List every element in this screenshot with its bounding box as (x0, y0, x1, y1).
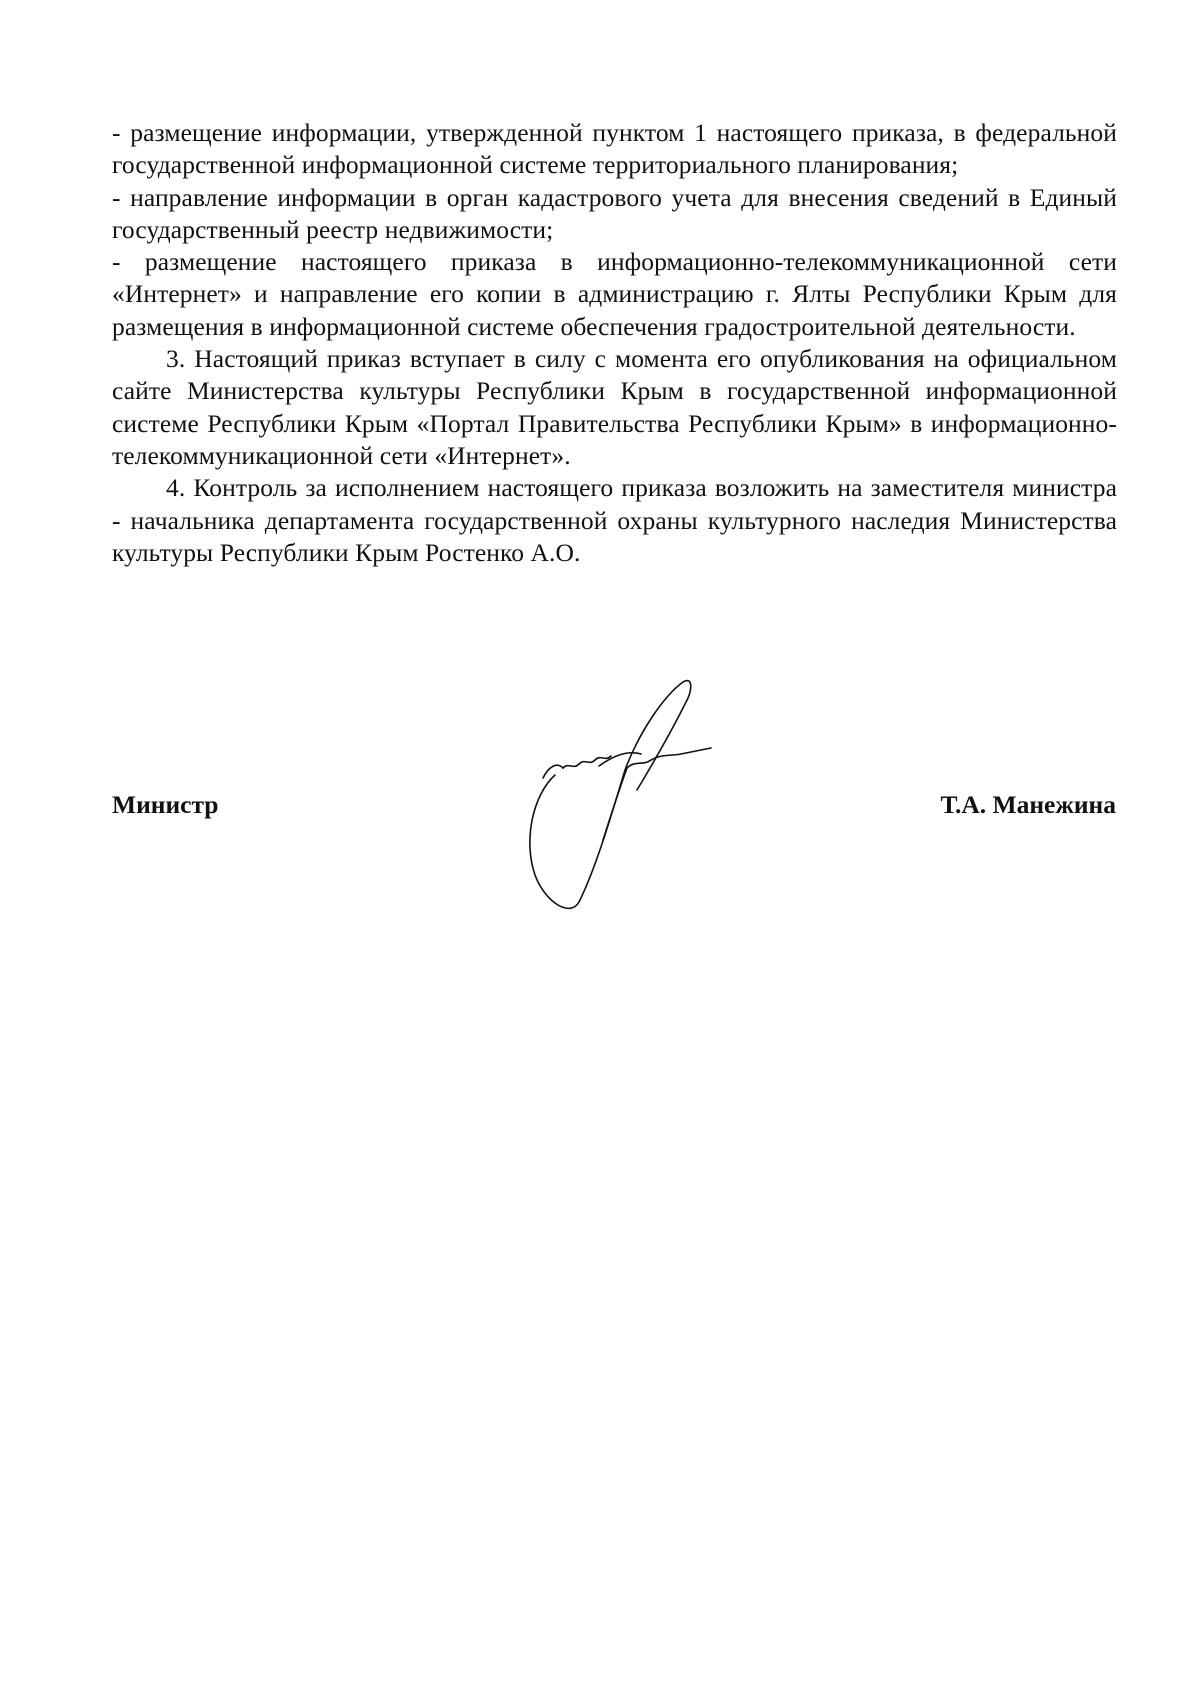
signer-position: Министр (112, 790, 219, 819)
paragraph-control: 4. Контроль за исполнением настоящего приказа возложить на заместителя министра - начальника департамента государственной охраны культурного наследия Министерства культуры Республики Крым Ростенко А.О. (112, 473, 1117, 567)
document-body (112, 117, 1117, 569)
paragraph-egrn: - направление информации в орган кадастрового учета для внесения сведений в Единый государственный реестр недвижимости; (112, 182, 1117, 244)
paragraph-internet-publication: - размещение настоящего приказа в информационно-телекоммуникационной сети «Интернет» и направление его копии в администрацию г. Ялты Республики Крым для размещения в информационной системе обеспечения градостроительной деятельности. (112, 247, 1117, 341)
signer-name: Т.А. Манежина (940, 790, 1116, 819)
handwritten-signature (515, 670, 725, 920)
paragraph-fgis-tp: - размещение информации, утвержденной пунктом 1 настоящего приказа, в федеральной государственной информационной системе территориального планирования; (112, 118, 1117, 180)
paragraph-effective-date: 3. Настоящий приказ вступает в силу с момента его опубликования на официальном сайте Министерства культуры Республики Крым в государственной информационной системе Республики Крым «Портал Правительства Республики Крым» в информационно-телекоммуникационной сети «Интернет». (112, 344, 1117, 470)
